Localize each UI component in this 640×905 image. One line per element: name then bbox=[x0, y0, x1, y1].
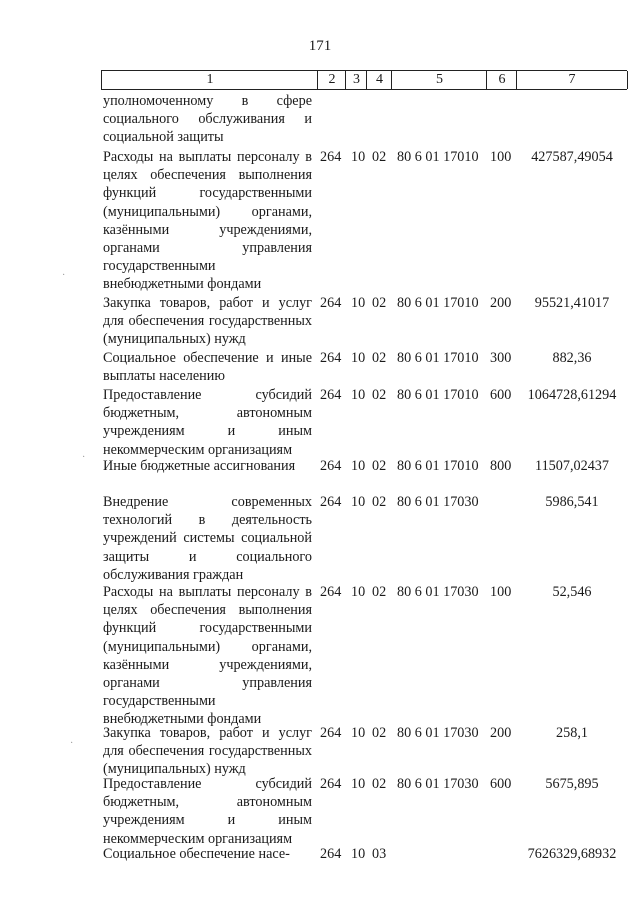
row-amount: 52,546 bbox=[552, 584, 592, 600]
row-subsection: 03 bbox=[372, 846, 387, 862]
row-code-admin: 264 bbox=[320, 846, 342, 862]
row-subsection: 02 bbox=[372, 350, 387, 366]
row-subsection: 02 bbox=[372, 149, 387, 165]
row-expense-type: 600 bbox=[490, 776, 512, 792]
row-description: Расходы на выплаты персоналу в целях обеспечения выполнения функций государственными (муниципальными) органами, казёнными учреждениями, органами управления государственными внебюджетными фондами bbox=[103, 584, 312, 728]
row-expense-type: 200 bbox=[490, 725, 512, 741]
row-target-article: 80 6 01 17030 bbox=[397, 494, 479, 510]
table-row bbox=[0, 294, 640, 349]
table-row bbox=[0, 493, 640, 583]
row-code-admin: 264 bbox=[320, 458, 342, 474]
row-description: Предоставление субсидий бюджетным, автономным учреждениям и иным некоммерческим организациям bbox=[103, 776, 312, 847]
table-row bbox=[0, 457, 640, 493]
header-col-4: 4 bbox=[366, 71, 392, 89]
row-section: 10 bbox=[351, 725, 366, 741]
table-row bbox=[0, 148, 640, 294]
row-code-admin: 264 bbox=[320, 776, 342, 792]
table-row bbox=[0, 775, 640, 845]
row-subsection: 02 bbox=[372, 725, 387, 741]
table-body bbox=[0, 92, 640, 865]
row-amount: 95521,41017 bbox=[534, 295, 610, 311]
header-col-2: 2 bbox=[317, 71, 346, 89]
row-target-article: 80 6 01 17010 bbox=[397, 350, 479, 366]
row-description: Внедрение современных технологий в деятельность учреждений системы социальной защиты и социального обслуживания граждан bbox=[103, 494, 312, 583]
table-row bbox=[0, 349, 640, 386]
row-expense-type: 200 bbox=[490, 295, 512, 311]
row-subsection: 02 bbox=[372, 494, 387, 510]
table-header bbox=[101, 70, 627, 90]
page-number: 171 bbox=[308, 38, 332, 54]
row-subsection: 02 bbox=[372, 295, 387, 311]
row-code-admin: 264 bbox=[320, 584, 342, 600]
row-target-article: 80 6 01 17010 bbox=[397, 458, 479, 474]
row-section: 10 bbox=[351, 458, 366, 474]
row-target-article: 80 6 01 17030 bbox=[397, 776, 479, 792]
row-description: Социальное обеспечение насе- bbox=[103, 846, 290, 862]
table-row bbox=[0, 845, 640, 865]
row-description: Расходы на выплаты персоналу в целях обеспечения выполнения функций государственными (муниципальными) органами, казёнными учреждениями, органами управления государственными внебюджетными фондами bbox=[103, 149, 312, 293]
row-code-admin: 264 bbox=[320, 149, 342, 165]
row-section: 10 bbox=[351, 387, 366, 403]
row-amount: 882,36 bbox=[552, 350, 592, 366]
row-subsection: 02 bbox=[372, 776, 387, 792]
row-amount: 5986,541 bbox=[545, 494, 599, 510]
row-section: 10 bbox=[351, 350, 366, 366]
row-target-article: 80 6 01 17030 bbox=[397, 725, 479, 741]
scan-mark: · bbox=[62, 270, 66, 281]
row-description: Предоставление субсидий бюджетным, автономным учреждениям и иным некоммерческим организациям bbox=[103, 387, 312, 458]
row-amount: 258,1 bbox=[556, 725, 588, 741]
row-target-article: 80 6 01 17010 bbox=[397, 387, 479, 403]
row-expense-type: 100 bbox=[490, 584, 512, 600]
row-section: 10 bbox=[351, 295, 366, 311]
header-col-7: 7 bbox=[516, 71, 628, 89]
row-description: Закупка товаров, работ и услуг для обеспечения государственных (муниципальных) нужд bbox=[103, 295, 312, 348]
table-row bbox=[0, 724, 640, 778]
continuation-text: уполномоченному в сфере социального обслуживания и социальной защиты bbox=[103, 93, 312, 146]
row-description: Социальное обеспечение и иные выплаты населению bbox=[103, 350, 312, 385]
row-subsection: 02 bbox=[372, 387, 387, 403]
row-target-article: 80 6 01 17010 bbox=[397, 149, 479, 165]
row-amount: 7626329,68932 bbox=[527, 846, 617, 862]
header-col-3: 3 bbox=[345, 71, 367, 89]
row-code-admin: 264 bbox=[320, 387, 342, 403]
table-row bbox=[0, 386, 640, 457]
row-expense-type: 600 bbox=[490, 387, 512, 403]
row-subsection: 02 bbox=[372, 458, 387, 474]
header-col-5: 5 bbox=[391, 71, 487, 89]
table-row bbox=[0, 583, 640, 728]
row-section: 10 bbox=[351, 776, 366, 792]
header-col-6: 6 bbox=[486, 71, 517, 89]
row-code-admin: 264 bbox=[320, 295, 342, 311]
row-expense-type: 300 bbox=[490, 350, 512, 366]
row-expense-type: 100 bbox=[490, 149, 512, 165]
row-section: 10 bbox=[351, 149, 366, 165]
row-section: 10 bbox=[351, 846, 366, 862]
row-code-admin: 264 bbox=[320, 350, 342, 366]
row-amount: 5675,895 bbox=[545, 776, 599, 792]
row-amount: 11507,02437 bbox=[535, 458, 609, 474]
scan-mark: · bbox=[82, 452, 86, 463]
row-section: 10 bbox=[351, 494, 366, 510]
row-amount: 1064728,61294 bbox=[527, 387, 617, 403]
row-target-article: 80 6 01 17030 bbox=[397, 584, 479, 600]
continuation-row bbox=[0, 92, 640, 148]
row-amount: 427587,49054 bbox=[531, 149, 613, 165]
row-expense-type: 800 bbox=[490, 458, 512, 474]
row-description: Иные бюджетные ассигнования bbox=[103, 458, 296, 474]
row-target-article: 80 6 01 17010 bbox=[397, 295, 479, 311]
row-description: Закупка товаров, работ и услуг для обеспечения государственных (муниципальных) нужд bbox=[103, 725, 312, 778]
row-code-admin: 264 bbox=[320, 725, 342, 741]
scan-mark: · bbox=[70, 738, 74, 749]
row-code-admin: 264 bbox=[320, 494, 342, 510]
row-subsection: 02 bbox=[372, 584, 387, 600]
row-section: 10 bbox=[351, 584, 366, 600]
header-col-1: 1 bbox=[101, 71, 318, 89]
